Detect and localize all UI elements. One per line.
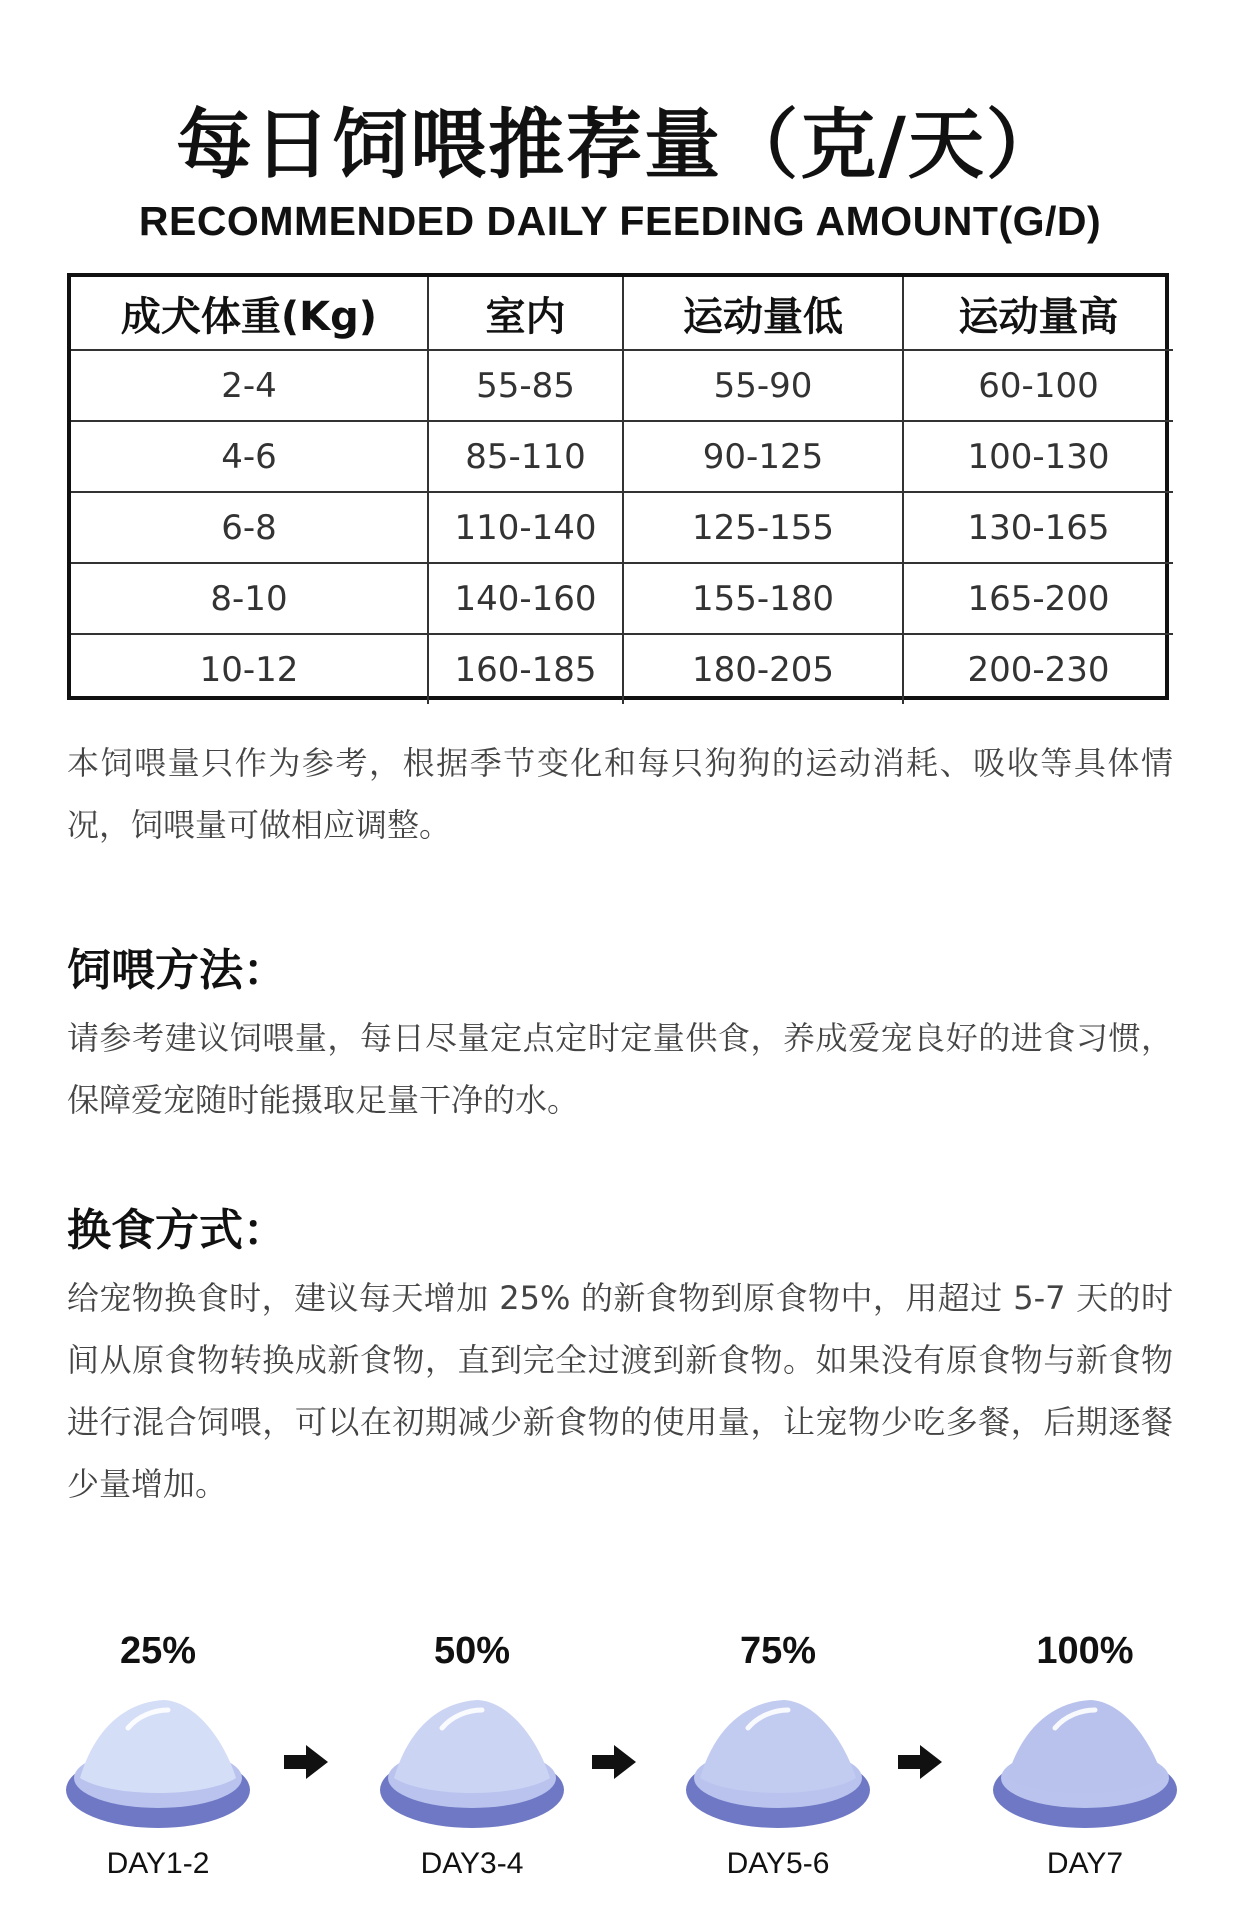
header-low-activity: 运动量低 xyxy=(623,277,903,350)
table-cell: 100-130 xyxy=(903,421,1173,492)
table-cell: 10-12 xyxy=(71,634,428,704)
table-cell: 160-185 xyxy=(428,634,623,704)
food-mound xyxy=(80,1700,236,1793)
table-cell: 90-125 xyxy=(623,421,903,492)
food-bowl-icon xyxy=(684,1690,872,1830)
transition-step xyxy=(372,1625,572,1915)
table-cell: 165-200 xyxy=(903,563,1173,634)
table-header-row xyxy=(71,277,1173,350)
step-percent: 25% xyxy=(119,1630,197,1672)
header-weight: 成犬体重(Kg) xyxy=(71,277,428,350)
step-percent: 100% xyxy=(1036,1630,1134,1672)
arrow-right-icon xyxy=(898,1745,942,1779)
feeding-table xyxy=(67,273,1169,700)
table-row xyxy=(71,634,1173,704)
table-cell: 130-165 xyxy=(903,492,1173,563)
table-cell: 155-180 xyxy=(623,563,903,634)
table-cell: 8-10 xyxy=(71,563,428,634)
table-cell: 125-155 xyxy=(623,492,903,563)
feeding-method-heading: 饲喂方法： xyxy=(67,945,287,996)
step-day: DAY3-4 xyxy=(420,1847,524,1880)
table-row xyxy=(71,492,1173,563)
step-day: DAY1-2 xyxy=(106,1847,210,1880)
step-percent: 75% xyxy=(739,1630,817,1672)
switching-heading: 换食方式： xyxy=(67,1205,287,1256)
transition-step xyxy=(58,1625,258,1915)
step-percent: 50% xyxy=(433,1630,511,1672)
header-high-activity: 运动量高 xyxy=(903,277,1173,350)
switching-text: 给宠物换食时，建议每天增加 25% 的新食物到原食物中，用超过 5-7 天的时间从原食物转换成新食物，直到完全过渡到新食物。如果没有原食物与新食物进行混合饲喂，可以在初期减少新食物的使用量，让宠物少吃多餐，后期逐餐少量增加。 xyxy=(67,1279,1173,1503)
food-bowl-icon xyxy=(64,1690,252,1830)
step-day: DAY5-6 xyxy=(726,1847,830,1880)
transition-step xyxy=(985,1625,1185,1915)
reference-note: 本饲喂量只作为参考，根据季节变化和每只狗狗的运动消耗、吸收等具体情况，饲喂量可做相应调整。 xyxy=(67,744,1173,844)
transition-step xyxy=(678,1625,878,1915)
step-day: DAY7 xyxy=(1046,1847,1124,1880)
table-cell: 2-4 xyxy=(71,350,428,421)
table-cell: 55-90 xyxy=(623,350,903,421)
table-cell: 60-100 xyxy=(903,350,1173,421)
food-bowl-icon xyxy=(991,1690,1179,1830)
table-cell: 4-6 xyxy=(71,421,428,492)
food-mound xyxy=(700,1700,856,1793)
table-row xyxy=(71,350,1173,421)
table-cell: 180-205 xyxy=(623,634,903,704)
page-subtitle: RECOMMENDED DAILY FEEDING AMOUNT(G/D) xyxy=(138,198,1102,244)
table-row xyxy=(71,421,1173,492)
table-cell: 85-110 xyxy=(428,421,623,492)
table-cell: 140-160 xyxy=(428,563,623,634)
arrow-right-icon xyxy=(592,1745,636,1779)
food-bowl-icon xyxy=(378,1690,566,1830)
table-row xyxy=(71,563,1173,634)
table-cell: 200-230 xyxy=(903,634,1173,704)
arrow-right-icon xyxy=(284,1745,328,1779)
food-mound xyxy=(1007,1700,1163,1793)
header-indoor: 室内 xyxy=(428,277,623,350)
page-title: 每日饲喂推荐量（克/天） xyxy=(176,100,1064,189)
food-mound xyxy=(394,1700,550,1793)
table-cell: 55-85 xyxy=(428,350,623,421)
table-cell: 6-8 xyxy=(71,492,428,563)
table-cell: 110-140 xyxy=(428,492,623,563)
feeding-method-text: 请参考建议饲喂量，每日尽量定点定时定量供食，养成爱宠良好的进食习惯，保障爱宠随时能摄取足量干净的水。 xyxy=(67,1019,1173,1119)
